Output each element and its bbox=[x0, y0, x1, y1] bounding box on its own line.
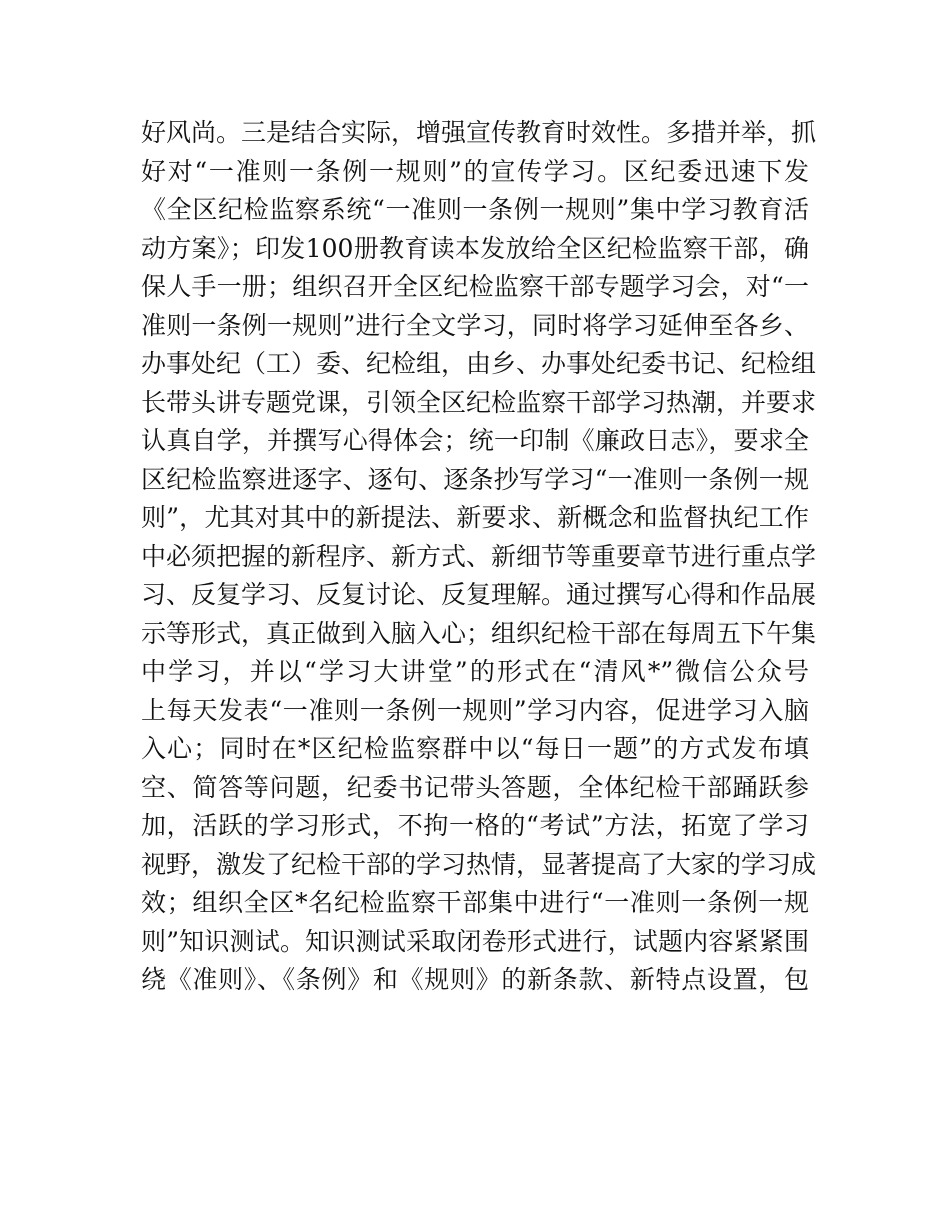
text-line: 示等形式，真正做到入脑入心；组织纪检干部在每周五下午集 bbox=[141, 618, 817, 648]
text-line: 上每天发表“一准则一条例一规则”学习内容，促进学习入脑 bbox=[141, 695, 809, 725]
text-line: 长带头讲专题党课，引领全区纪检监察干部学习热潮，并要求 bbox=[141, 387, 817, 417]
text-line: 动方案》；印发100册教育读本发放给全区纪检监察干部，确 bbox=[141, 233, 809, 263]
text-line: 办事处纪（工）委、纪检组，由乡、办事处纪委书记、纪检组 bbox=[141, 349, 817, 378]
text-line: 中学习，并以“学习大讲堂”的形式在“清风*”微信公众号 bbox=[141, 657, 809, 686]
text-line: 绕《准则》、《条例》和《规则》的新条款、新特点设置，包 bbox=[141, 965, 809, 994]
text-line: 准则一条例一规则”进行全文学习，同时将学习延伸至各乡、 bbox=[141, 310, 809, 340]
text-line: 保人手一册；组织召开全区纪检监察干部专题学习会，对“一 bbox=[141, 272, 809, 301]
text-line: 则”知识测试。知识测试采取闭卷形式进行，试题内容紧紧围 bbox=[141, 926, 809, 956]
body-paragraph bbox=[141, 114, 821, 1000]
text-line: 视野，激发了纪检干部的学习热情，显著提高了大家的学习成 bbox=[141, 849, 817, 879]
text-line: 效；组织全区*名纪检监察干部集中进行“一准则一条例一规 bbox=[141, 888, 809, 917]
text-line: 《全区纪检监察系统“一准则一条例一规则”集中学习教育活 bbox=[141, 195, 809, 224]
text-line: 好风尚。三是结合实际，增强宣传教育时效性。多措并举，抓 bbox=[141, 118, 817, 147]
text-line: 习、反复学习、反复讨论、反复理解。通过撰写心得和作品展 bbox=[141, 580, 817, 609]
text-line: 区纪检监察进逐字、逐句、逐条抄写学习“一准则一条例一规 bbox=[141, 464, 809, 494]
text-line: 认真自学，并撰写心得体会；统一印制《廉政日志》，要求全 bbox=[141, 426, 809, 455]
text-line: 加，活跃的学习形式，不拘一格的“考试”方法，拓宽了学习 bbox=[141, 811, 809, 840]
text-line: 空、简答等问题，纪委书记带头答题，全体纪检干部踊跃参 bbox=[141, 772, 809, 802]
text-line: 入心；同时在*区纪检监察群中以“每日一题”的方式发布填 bbox=[141, 734, 809, 763]
text-line: 则”，尤其对其中的新提法、新要求、新概念和监督执纪工作 bbox=[141, 503, 809, 532]
text-line: 中必须把握的新程序、新方式、新细节等重要章节进行重点学 bbox=[141, 541, 817, 571]
text-line: 好对“一准则一条例一规则”的宣传学习。区纪委迅速下发 bbox=[141, 156, 809, 186]
